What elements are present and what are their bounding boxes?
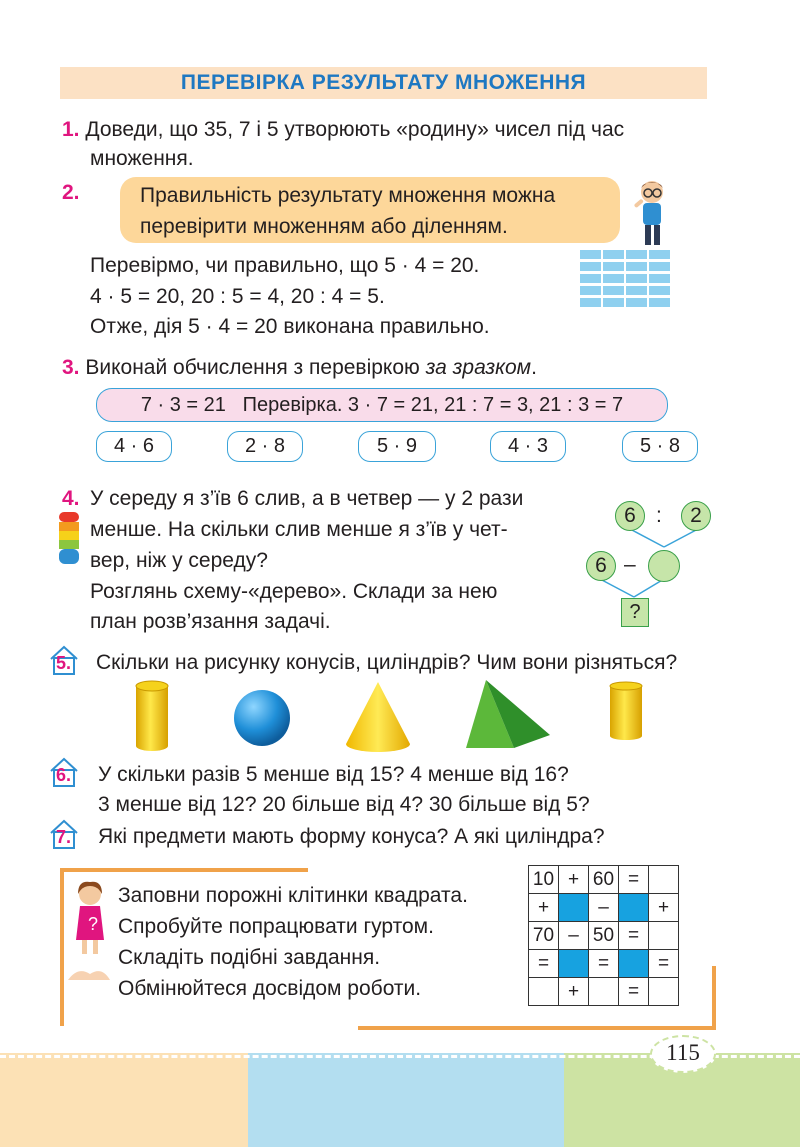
grid-cell-empty[interactable]	[649, 978, 679, 1006]
footer-band-orange	[0, 1053, 248, 1147]
grid-cell: =	[619, 866, 649, 894]
grid-cell-blank[interactable]	[559, 950, 589, 978]
grid-cell: =	[589, 950, 619, 978]
task-5-number: 5.	[56, 653, 72, 673]
task-1-line-2: множення.	[90, 147, 194, 170]
task-4-line-3: вер, ніж у середу?	[90, 549, 268, 572]
boy-illustration-icon	[628, 178, 672, 248]
block-array-illustration	[580, 250, 672, 320]
section-header	[60, 67, 707, 99]
grid-cell-empty[interactable]	[649, 922, 679, 950]
grid-cell: =	[619, 978, 649, 1006]
cylinder-icon	[610, 682, 642, 740]
grid-cell: 60	[589, 866, 619, 894]
sample-solution: 7 · 3 = 21 Перевірка. 3 · 7 = 21, 21 : 7 = 3, 21 : 3 = 7	[96, 388, 668, 422]
difficulty-scale-icon	[58, 512, 80, 564]
task-text: Виконай обчислення з перевіркою	[85, 356, 426, 379]
task-7-text: Які предмети мають форму конуса? А які циліндра?	[98, 825, 605, 848]
task-3	[62, 352, 537, 383]
tree-node-6: 6	[615, 501, 645, 531]
tree-node-2: 2	[681, 501, 711, 531]
grid-cell: +	[649, 894, 679, 922]
task-4-line-5: план розв’язання задачі.	[90, 610, 331, 633]
sphere-icon	[234, 690, 290, 746]
exercise-box: 4 · 3	[490, 431, 566, 462]
grid-cell: –	[589, 894, 619, 922]
number-square-grid	[528, 865, 679, 1006]
task-4-line-1: У середу я з’їв 6 слив, а в четвер — у 2 рази	[90, 487, 524, 510]
task-text: Доведи, що 35, 7 і 5 утворюють «родину» чисел під час	[85, 118, 625, 141]
footer-band-blue	[248, 1053, 564, 1147]
task-7-number: 7.	[56, 827, 72, 847]
grid-cell: +	[559, 978, 589, 1006]
task-6-line-1: У скільки разів 5 менше від 15? 4 менше від 16?	[98, 763, 569, 786]
task-1	[62, 114, 624, 145]
grid-cell: –	[559, 922, 589, 950]
grid-cell: =	[529, 950, 559, 978]
task-4-number: 4.	[62, 487, 80, 510]
grid-cell-blank[interactable]	[619, 894, 649, 922]
grid-cell-empty[interactable]	[649, 866, 679, 894]
page-number: 115	[666, 1040, 700, 1065]
grid-cell: 10	[529, 866, 559, 894]
grid-cell: +	[559, 866, 589, 894]
section-title: ПЕРЕВІРКА РЕЗУЛЬТАТУ МНОЖЕННЯ	[180, 71, 587, 94]
task-6-number: 6.	[56, 765, 72, 785]
grid-cell: 70	[529, 922, 559, 950]
grid-cell: +	[529, 894, 559, 922]
task-2-number: 2.	[62, 181, 80, 204]
task-number: 1.	[62, 118, 80, 141]
exercise-box: 4 · 6	[96, 431, 172, 462]
group-line-3: Складіть подібні завдання.	[118, 946, 381, 969]
cone-icon	[346, 682, 410, 752]
task-5-text: Скільки на рисунку конусів, циліндрів? Чим вони різняться?	[96, 651, 678, 674]
tree-result-box: ?	[621, 598, 649, 627]
rule-line-1: Правильність результату множення можна	[140, 184, 556, 207]
exercise-box: 5 · 8	[622, 431, 698, 462]
group-line-4: Обмінюйтеся досвідом роботи.	[118, 977, 422, 1000]
grid-cell: =	[619, 922, 649, 950]
task-4-line-2: менше. На скільки слив менше я з’їв у чет-	[90, 518, 508, 541]
grid-cell-empty[interactable]	[529, 978, 559, 1006]
group-line-2: Спробуйте попрацювати гуртом.	[118, 915, 434, 938]
group-line-1: Заповни порожні клітинки квадрата.	[118, 884, 468, 907]
geometric-shapes-illustration	[130, 680, 720, 755]
exercise-box: 2 · 8	[227, 431, 303, 462]
exercise-box: 5 · 9	[358, 431, 436, 462]
task-2-line-2: 4 · 5 = 20, 20 : 5 = 4, 20 : 4 = 5.	[90, 285, 385, 308]
girl-illustration-icon	[66, 880, 112, 990]
pyramid-icon	[466, 680, 550, 748]
cylinder-icon	[136, 681, 168, 751]
svg-text:?: ?	[88, 914, 99, 934]
task-4-line-4: Розглянь схему-«дерево». Склади за нею	[90, 580, 498, 603]
grid-cell: =	[649, 950, 679, 978]
tree-operator-minus: –	[624, 553, 636, 576]
task-text-end: .	[531, 356, 537, 379]
task-2-line-3: Отже, дія 5 · 4 = 20 виконана правильно.	[90, 315, 490, 338]
task-text-emphasis: за зразком	[425, 356, 532, 379]
grid-cell-blank[interactable]	[559, 894, 589, 922]
grid-cell: 50	[589, 922, 619, 950]
tree-node-empty	[648, 550, 680, 582]
task-6-line-2: 3 менше від 12? 20 більше від 4? 30 більше від 5?	[98, 793, 590, 816]
task-number: 3.	[62, 356, 80, 379]
grid-cell-blank[interactable]	[619, 950, 649, 978]
grid-cell-empty[interactable]	[589, 978, 619, 1006]
tree-operator-divide: :	[656, 504, 662, 527]
rule-line-2: перевірити множенням або діленням.	[140, 215, 508, 238]
task-2-line-1: Перевірмо, чи правильно, що 5 · 4 = 20.	[90, 254, 480, 277]
tree-node-6: 6	[586, 551, 616, 581]
